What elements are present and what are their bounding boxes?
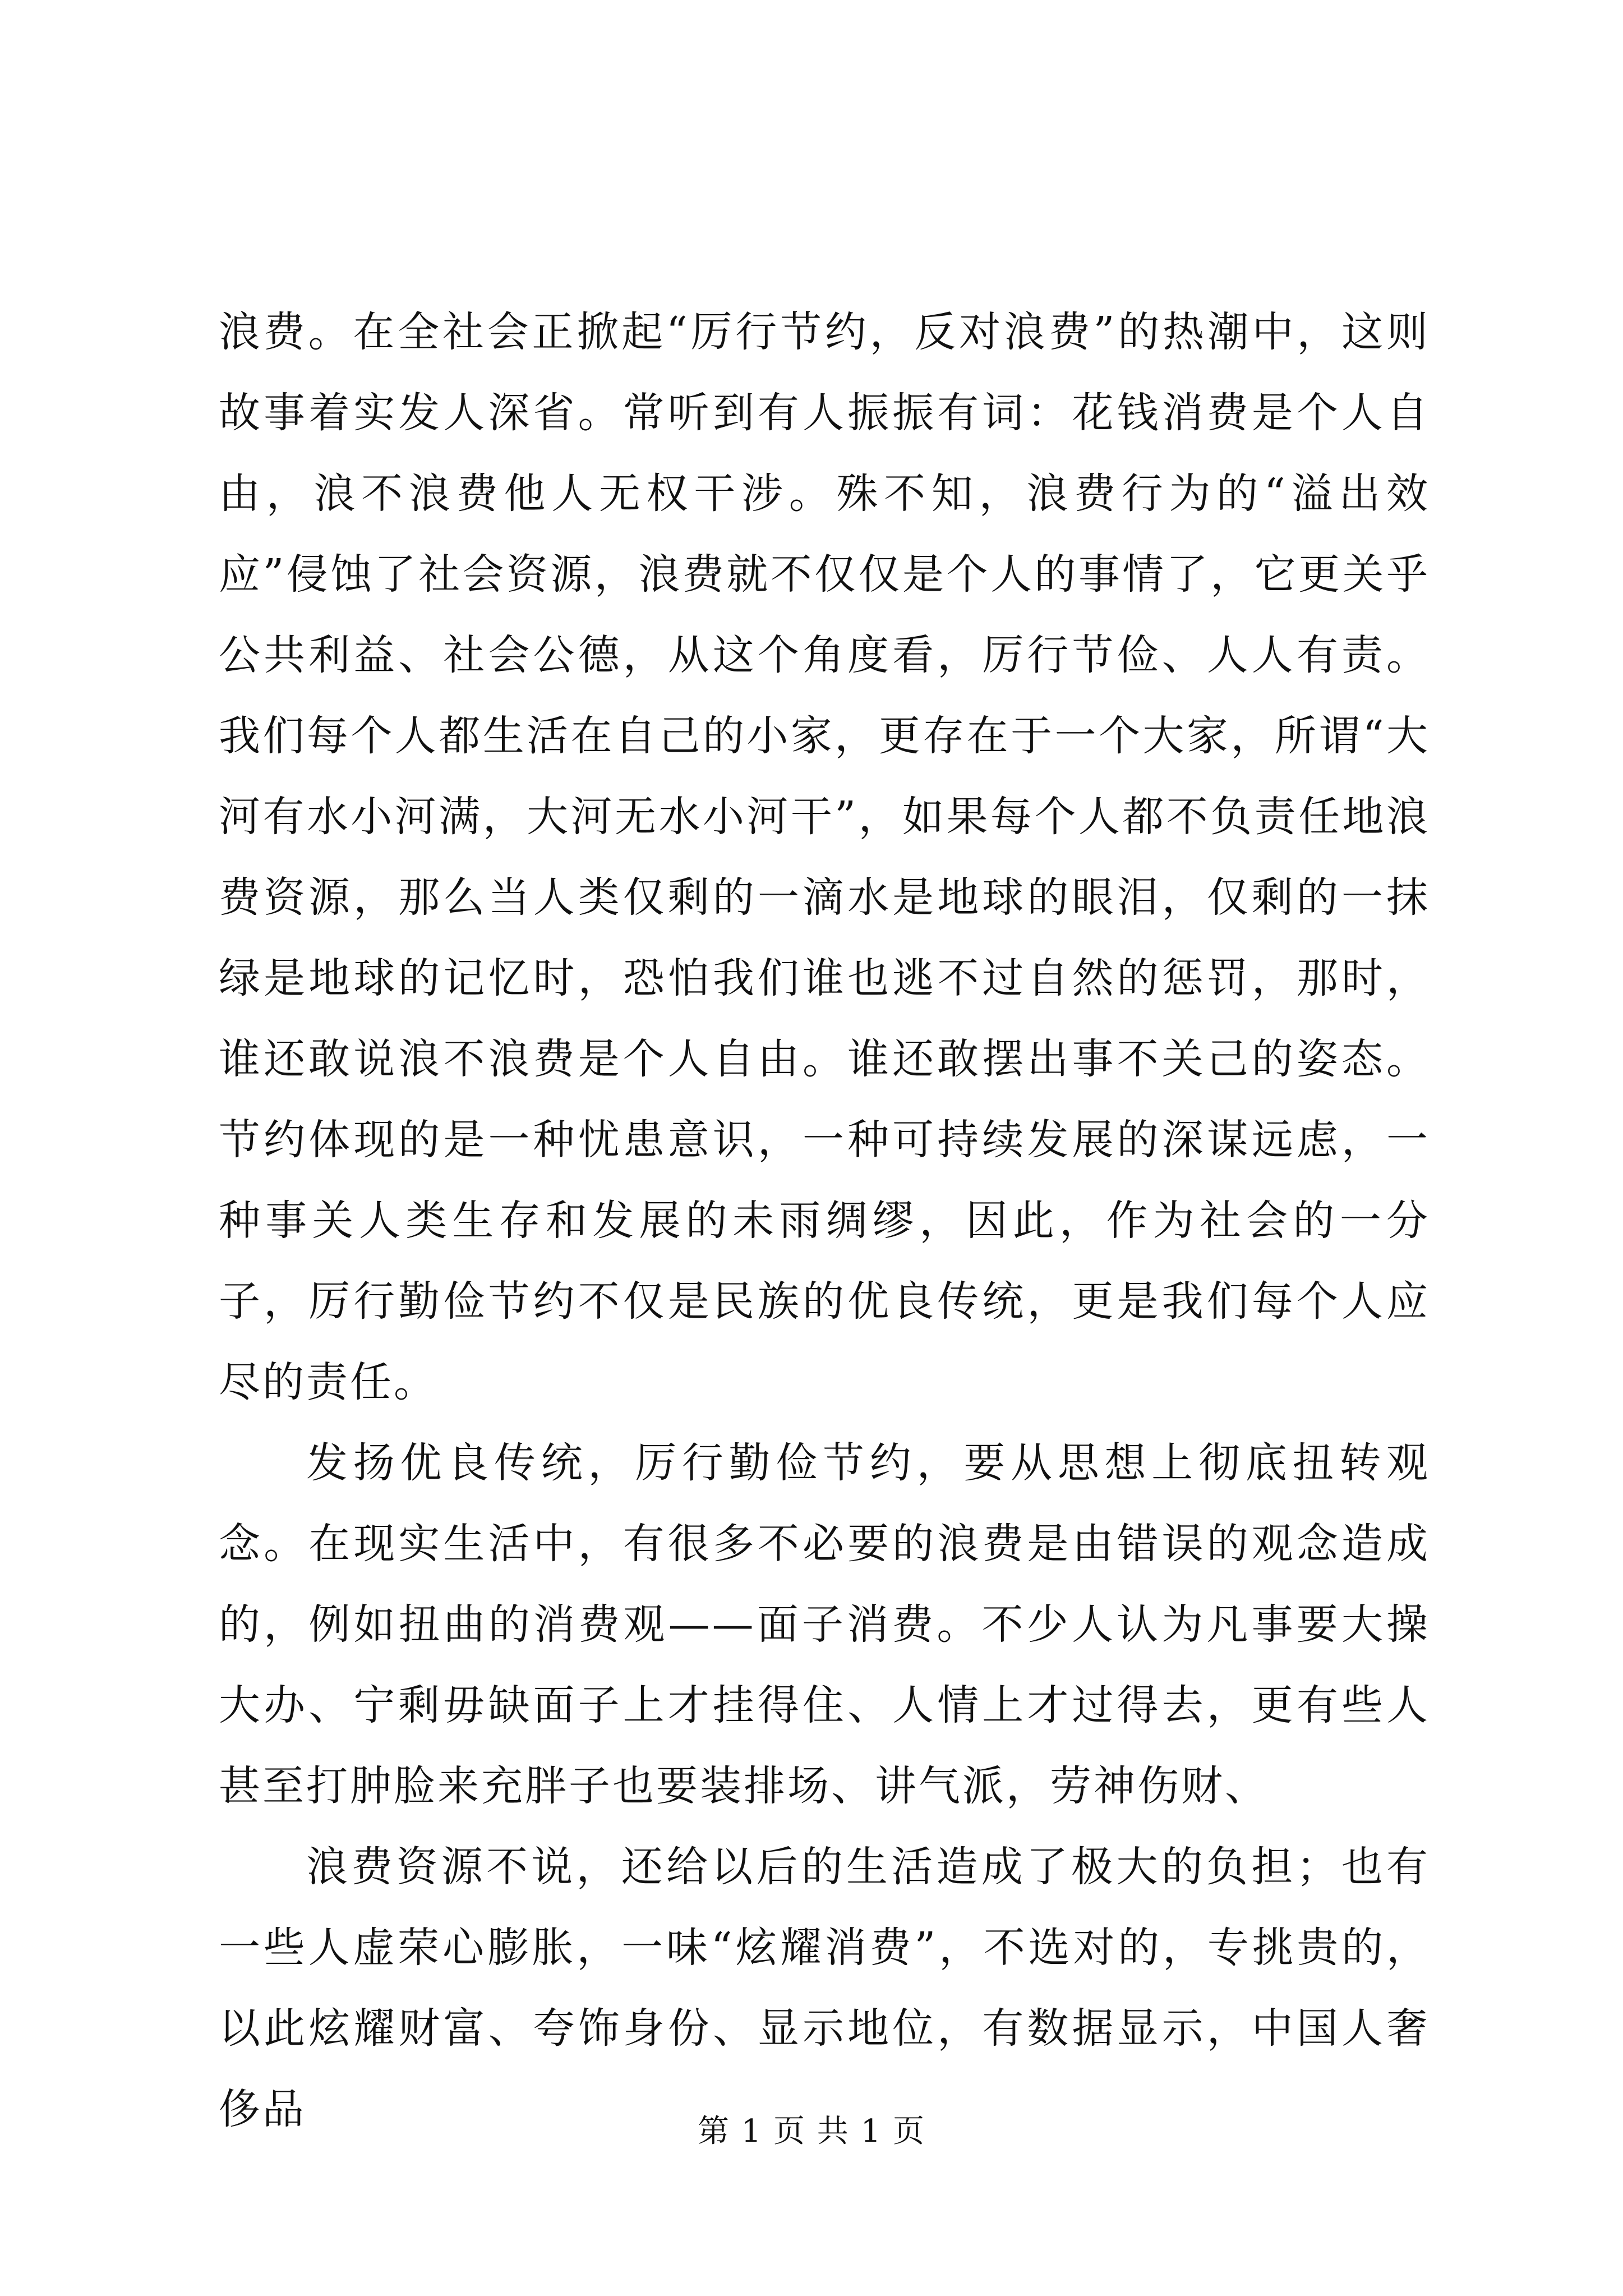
page-footer: 第 1 页 共 1 页 [697,2113,926,2150]
paragraph-3: 浪费资源不说，还给以后的生活造成了极大的负担；也有一些人虚荣心膨胀，一味“炫耀消费”，不选对的，专挑贵的，以此炫耀财富、夸饰身份、显示地位，有数据显示，中国人奢侈品 [219,1843,1430,2133]
document-body [219,292,1430,2150]
paragraph-1: 浪费。在全社会正掀起“厉行节约，反对浪费”的热潮中，这则故事着实发人深省。常听到有人振振有词：花钱消费是个人自由，浪不浪费他人无权干涉。殊不知，浪费行为的“溢出效应”侵蚀了社会资源，浪费就不仅仅是个人的事情了，它更关乎公共利益、社会公德，从这个角度看，厉行节俭、人人有责。我们每个人都生活在自己的小家，更存在于一个大家，所谓“大河有水小河满，大河无水小河干”，如果每个人都不负责任地浪费资源，那么当人类仅剩的一滴水是地球的眼泪，仅剩的一抹绿是地球的记忆时，恐怕我们谁也逃不过自然的惩罚，那时，谁还敢说浪不浪费是个人自由。谁还敢摆出事不关己的姿态。节约体现的是一种忧患意识，一种可持续发展的深谋远虑，一种事关人类生存和发展的未雨绸缪，因此，作为社会的一分子，厉行勤俭节约不仅是民族的优良传统，更是我们每个人应尽的责任。 [219,308,1430,1406]
paragraph-2: 发扬优良传统，厉行勤俭节约，要从思想上彻底扭转观念。在现实生活中，有很多不必要的浪费是由错误的观念造成的，例如扭曲的消费观——面子消费。不少人认为凡事要大操大办、宁剩毋缺面子上才挂得住、人情上才过得去，更有些人甚至打肿脸来充胖子也要装排场、讲气派，劳神伤财、 [219,1439,1430,1810]
